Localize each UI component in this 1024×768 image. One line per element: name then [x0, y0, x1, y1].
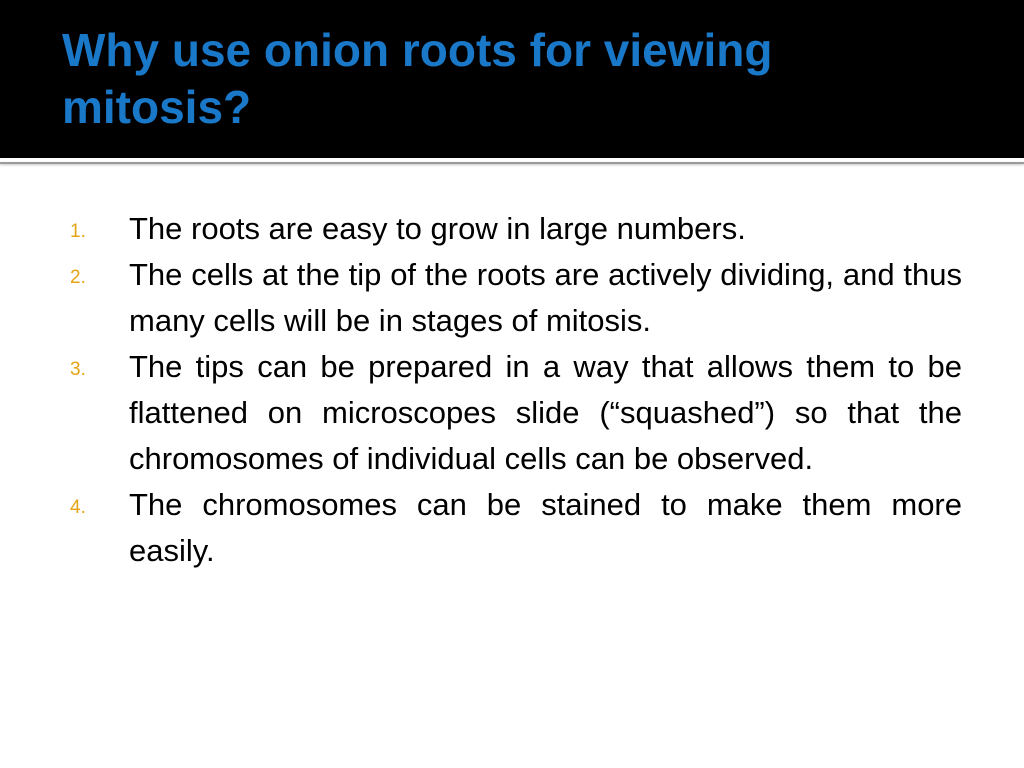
- list-item-text: The roots are easy to grow in large numbers.: [129, 211, 746, 246]
- list-item-text: The tips can be prepared in a way that allows them to be flattened on microscopes slide (“squashed”) so that the chromosomes of individual cells can be observed.: [129, 349, 962, 476]
- slide-title: Why use onion roots for viewing mitosis?: [62, 24, 773, 133]
- list-item-number: 2.: [70, 267, 86, 288]
- list-item: [70, 252, 962, 344]
- title-divider: [0, 162, 1024, 164]
- title-bar: [0, 0, 1024, 158]
- list-item-number: 4.: [70, 497, 86, 518]
- list-item: [70, 482, 962, 574]
- list-item: [70, 206, 962, 252]
- list-item-text: The chromosomes can be stained to make them more easily.: [129, 487, 962, 568]
- list-item-number: 1.: [70, 221, 86, 242]
- list-item-text: The cells at the tip of the roots are actively dividing, and thus many cells will be in stages of mitosis.: [129, 257, 962, 338]
- list-item: [70, 344, 962, 482]
- list-item-number: 3.: [70, 359, 86, 380]
- numbered-list: [70, 206, 962, 574]
